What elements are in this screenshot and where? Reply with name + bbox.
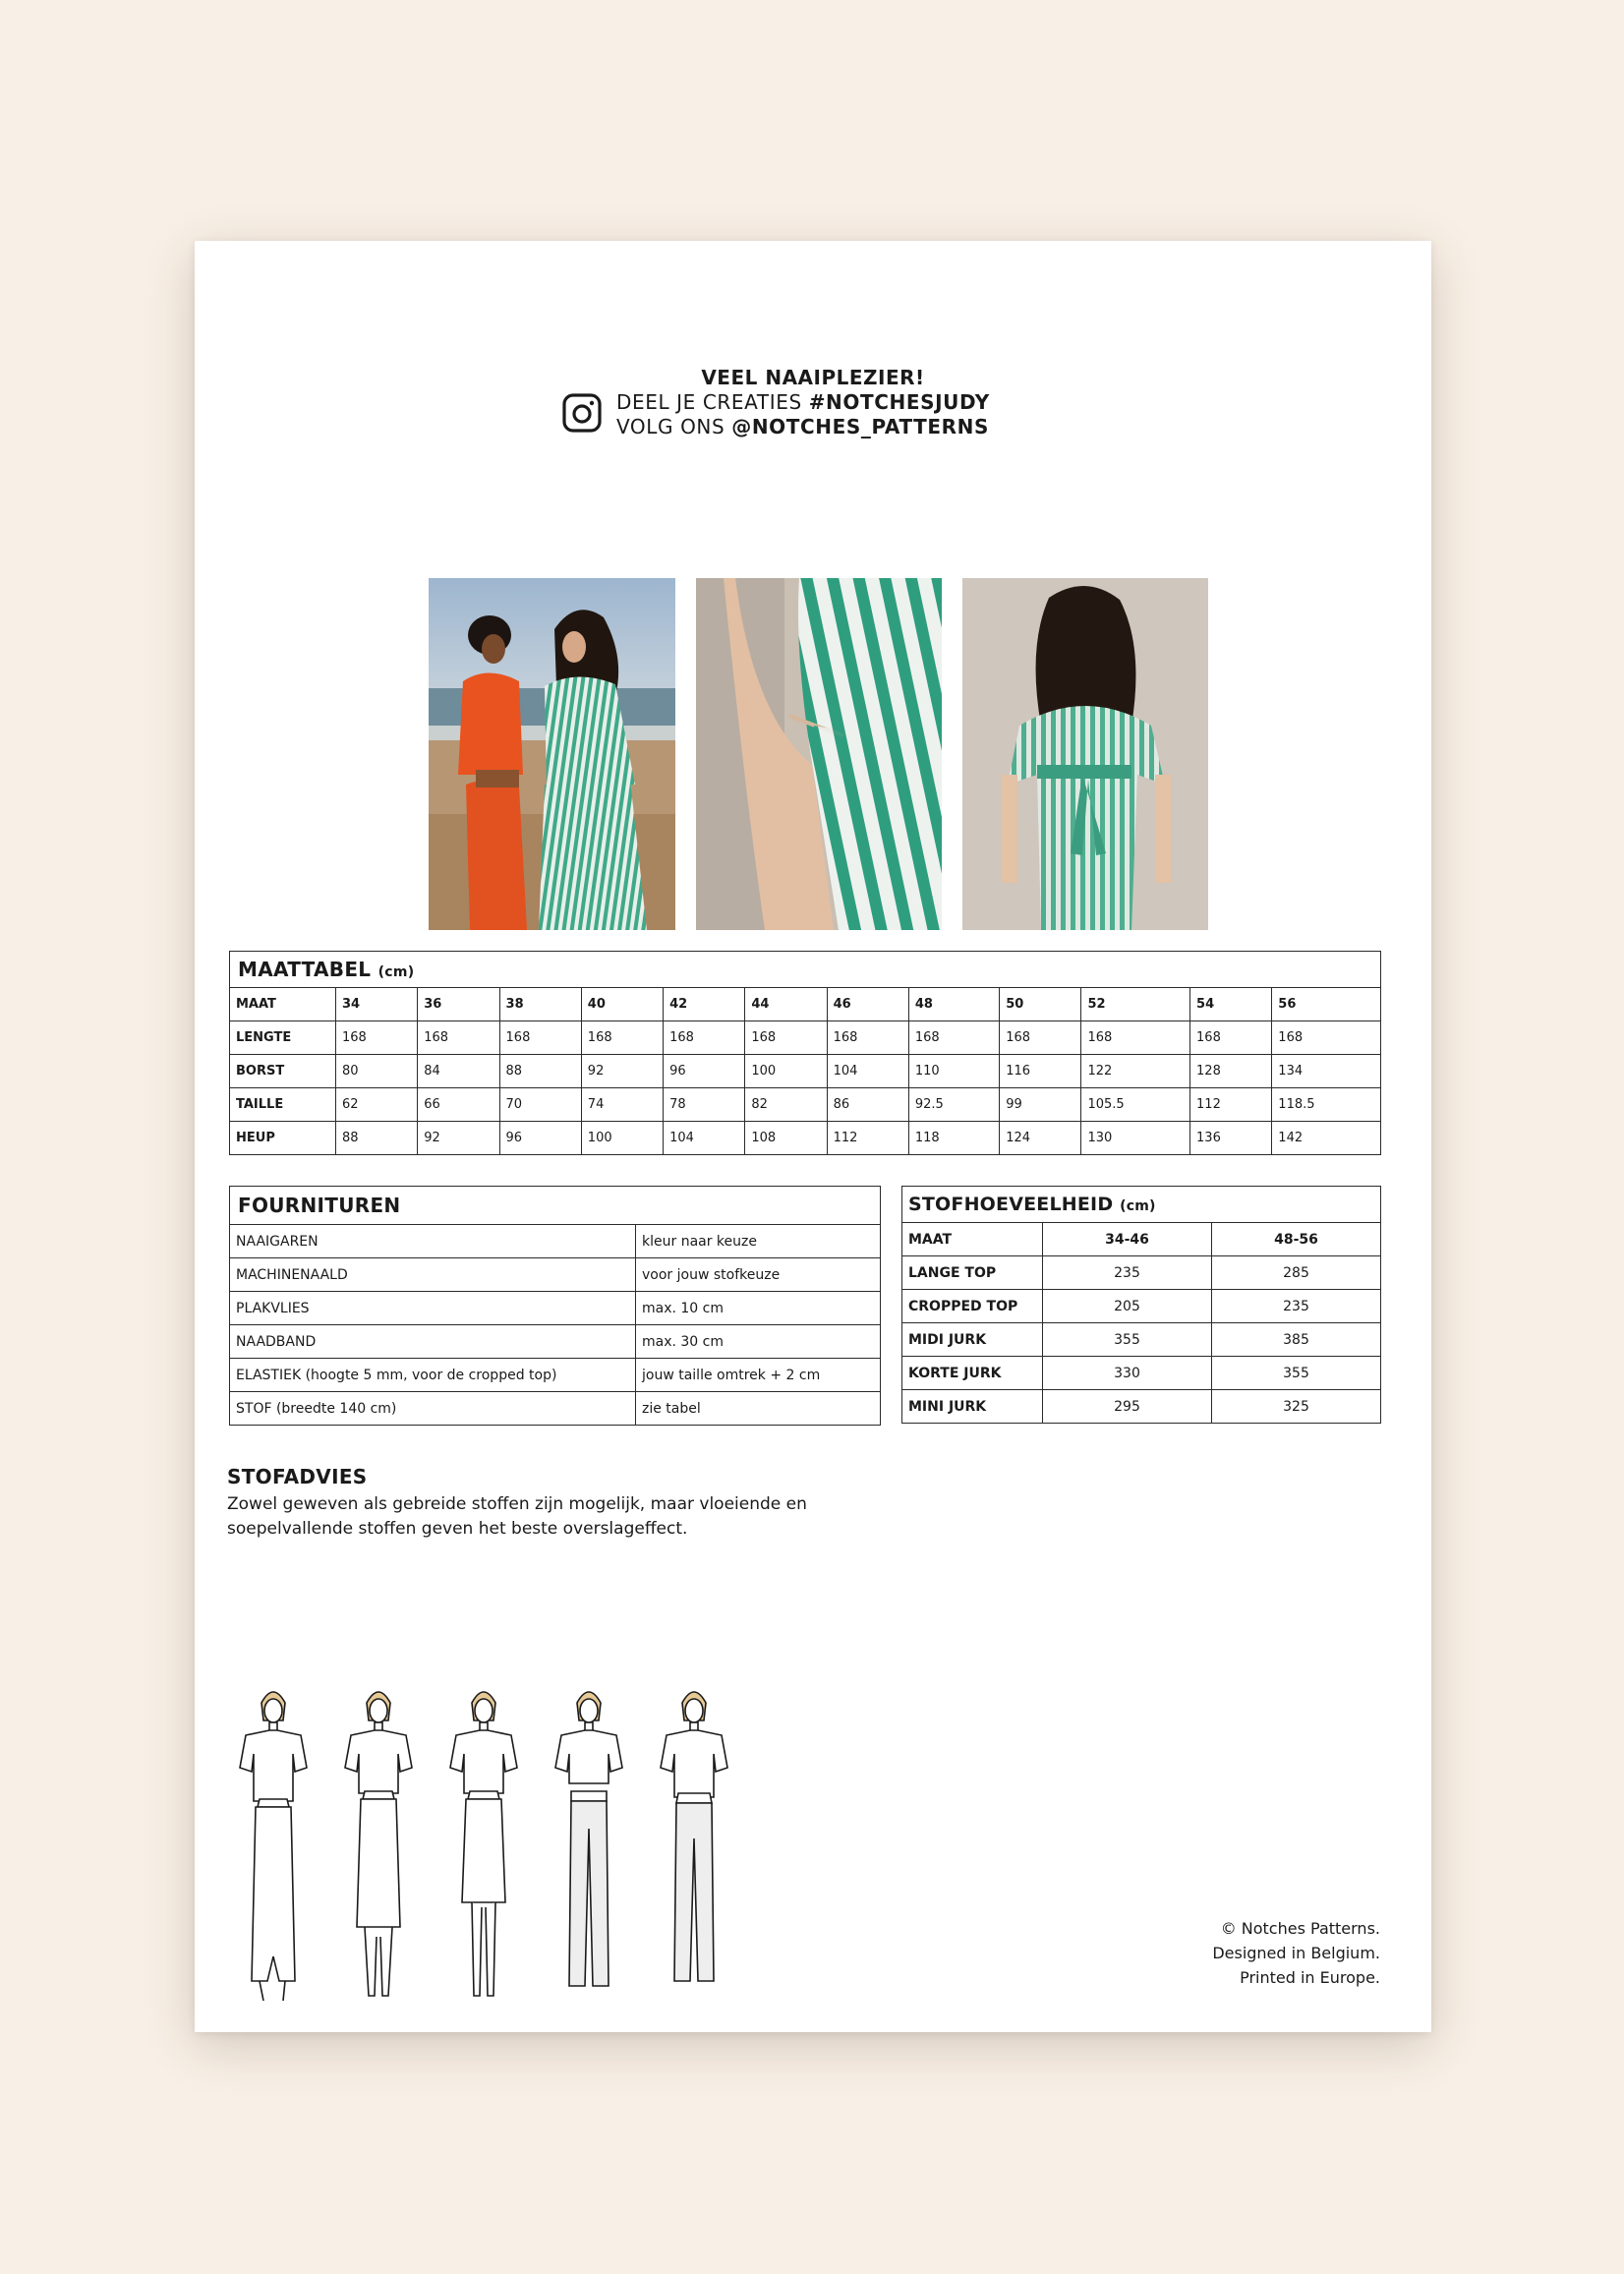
supply-value: zie tabel — [636, 1392, 881, 1426]
supply-item: NAADBAND — [230, 1325, 636, 1359]
share-prefix: DEEL JE CREATIES — [616, 390, 809, 414]
size-value-cell: 168 — [1081, 1021, 1190, 1055]
follow-prefix: VOLG ONS — [616, 415, 732, 438]
size-value-cell: 74 — [581, 1088, 663, 1122]
size-table-header-row — [230, 988, 1381, 1021]
size-table-caption — [230, 952, 1381, 988]
size-value-cell: 168 — [1000, 1021, 1081, 1055]
size-value-cell: 118 — [908, 1122, 999, 1155]
supply-value: max. 30 cm — [636, 1325, 881, 1359]
size-row-label: HEUP — [230, 1122, 336, 1155]
size-table-title: MAATTABEL — [238, 958, 372, 981]
fabric-amount-a: 330 — [1043, 1357, 1212, 1390]
size-table-row — [230, 1122, 1381, 1155]
fabric-row-label: LANGE TOP — [902, 1256, 1043, 1290]
size-value-cell: 130 — [1081, 1122, 1190, 1155]
size-value-cell: 100 — [745, 1055, 827, 1088]
size-value-cell: 99 — [1000, 1088, 1081, 1122]
size-value-cell: 116 — [1000, 1055, 1081, 1088]
fabric-amount-b: 355 — [1212, 1357, 1381, 1390]
fabric-header-range-a: 34-46 — [1043, 1223, 1212, 1256]
size-header-cell: 42 — [664, 988, 745, 1021]
size-value-cell: 108 — [745, 1122, 827, 1155]
supply-item: NAAIGAREN — [230, 1225, 636, 1258]
size-row-label: BORST — [230, 1055, 336, 1088]
size-value-cell: 86 — [827, 1088, 908, 1122]
size-value-cell: 92 — [581, 1055, 663, 1088]
size-value-cell: 62 — [336, 1088, 418, 1122]
size-header-cell: 44 — [745, 988, 827, 1021]
size-header-cell: 54 — [1190, 988, 1272, 1021]
size-value-cell: 88 — [336, 1122, 418, 1155]
fabric-row — [902, 1323, 1381, 1357]
pattern-back-sheet — [195, 241, 1431, 2032]
size-value-cell: 100 — [581, 1122, 663, 1155]
supplies-title: FOURNITUREN — [230, 1187, 881, 1225]
figure-long-top-trousers — [645, 1681, 743, 2006]
supplies-row — [230, 1325, 881, 1359]
fabric-advice-text — [227, 1492, 915, 1542]
fabric-row-label: CROPPED TOP — [902, 1290, 1043, 1323]
size-header-cell: 40 — [581, 988, 663, 1021]
supply-item: STOF (breedte 140 cm) — [230, 1392, 636, 1426]
fabric-advice-title: STOFADVIES — [227, 1465, 368, 1488]
size-value-cell: 136 — [1190, 1122, 1272, 1155]
size-value-cell: 168 — [908, 1021, 999, 1055]
size-value-cell: 168 — [827, 1021, 908, 1055]
size-value-cell: 92.5 — [908, 1088, 999, 1122]
size-value-cell: 118.5 — [1272, 1088, 1381, 1122]
size-value-cell: 168 — [745, 1021, 827, 1055]
fabric-row — [902, 1256, 1381, 1290]
size-value-cell: 142 — [1272, 1122, 1381, 1155]
size-table-row — [230, 1055, 1381, 1088]
fabric-amount-b: 285 — [1212, 1256, 1381, 1290]
size-value-cell: 124 — [1000, 1122, 1081, 1155]
fabric-row-label: MINI JURK — [902, 1390, 1043, 1424]
fabric-row — [902, 1290, 1381, 1323]
fabric-advice-line-1: Zowel geweven als gebreide stoffen zijn mogelijk, maar vloeiende en — [227, 1494, 807, 1514]
size-value-cell: 168 — [1190, 1021, 1272, 1055]
fabric-amount-a: 295 — [1043, 1390, 1212, 1424]
supplies-table — [229, 1186, 881, 1426]
fabric-amount-b: 325 — [1212, 1390, 1381, 1424]
photo-detail-pocket — [696, 578, 942, 930]
size-value-cell: 84 — [418, 1055, 499, 1088]
size-value-cell: 168 — [499, 1021, 581, 1055]
fabric-table-caption — [902, 1187, 1381, 1223]
follow-line — [616, 415, 989, 438]
size-table-unit: (cm) — [377, 964, 415, 980]
size-header-cell: 50 — [1000, 988, 1081, 1021]
size-header-cell: 46 — [827, 988, 908, 1021]
size-row-label: TAILLE — [230, 1088, 336, 1122]
size-value-cell: 104 — [827, 1055, 908, 1088]
size-value-cell: 168 — [418, 1021, 499, 1055]
size-value-cell: 82 — [745, 1088, 827, 1122]
size-value-cell: 70 — [499, 1088, 581, 1122]
supplies-row — [230, 1258, 881, 1292]
fabric-amount-a: 355 — [1043, 1323, 1212, 1357]
supply-value: kleur naar keuze — [636, 1225, 881, 1258]
size-value-cell: 105.5 — [1081, 1088, 1190, 1122]
size-header-cell: 48 — [908, 988, 999, 1021]
fabric-quantity-table — [901, 1186, 1381, 1424]
size-value-cell: 96 — [664, 1055, 745, 1088]
size-row-label: LENGTE — [230, 1021, 336, 1055]
supplies-row — [230, 1225, 881, 1258]
fabric-header-size: MAAT — [902, 1223, 1043, 1256]
supplies-row — [230, 1392, 881, 1426]
figure-long-top — [224, 1681, 322, 2006]
size-value-cell: 168 — [581, 1021, 663, 1055]
size-header-cell: 34 — [336, 988, 418, 1021]
fabric-table-unit: (cm) — [1120, 1198, 1156, 1214]
size-value-cell: 168 — [1272, 1021, 1381, 1055]
size-value-cell: 112 — [827, 1122, 908, 1155]
size-value-cell: 168 — [336, 1021, 418, 1055]
size-header-cell: 38 — [499, 988, 581, 1021]
supply-item: ELASTIEK (hoogte 5 mm, voor de cropped top) — [230, 1359, 636, 1392]
size-header-cell: 52 — [1081, 988, 1190, 1021]
footer-line-3: Printed in Europe. — [1240, 1968, 1380, 1987]
follow-handle: @NOTCHES_PATTERNS — [731, 415, 989, 438]
size-header-label: MAAT — [230, 988, 336, 1021]
size-header-cell: 56 — [1272, 988, 1381, 1021]
instagram-icon — [561, 392, 603, 434]
fabric-table-title: STOFHOEVEELHEID — [908, 1194, 1114, 1215]
footer-line-1: © Notches Patterns. — [1220, 1919, 1380, 1938]
size-value-cell: 88 — [499, 1055, 581, 1088]
technical-drawings — [224, 1681, 775, 2011]
fabric-amount-b: 385 — [1212, 1323, 1381, 1357]
size-table-row — [230, 1088, 1381, 1122]
fabric-amount-b: 235 — [1212, 1290, 1381, 1323]
supply-item: MACHINENAALD — [230, 1258, 636, 1292]
supplies-row — [230, 1359, 881, 1392]
figure-cropped-top — [329, 1681, 428, 2006]
fabric-row-label: MIDI JURK — [902, 1323, 1043, 1357]
supply-value: max. 10 cm — [636, 1292, 881, 1325]
size-value-cell: 168 — [664, 1021, 745, 1055]
fabric-header-range-b: 48-56 — [1212, 1223, 1381, 1256]
fabric-amount-a: 205 — [1043, 1290, 1212, 1323]
fabric-row — [902, 1357, 1381, 1390]
size-value-cell: 134 — [1272, 1055, 1381, 1088]
size-value-cell: 96 — [499, 1122, 581, 1155]
size-value-cell: 112 — [1190, 1088, 1272, 1122]
footer-line-2: Designed in Belgium. — [1212, 1944, 1380, 1962]
size-value-cell: 92 — [418, 1122, 499, 1155]
header-title: VEEL NAAIPLEZIER! — [701, 366, 925, 389]
size-table-row — [230, 1021, 1381, 1055]
fabric-row-label: KORTE JURK — [902, 1357, 1043, 1390]
figure-cropped-top-trousers — [540, 1681, 638, 2006]
share-hashtag: #NOTCHESJUDY — [808, 390, 990, 414]
supply-value: voor jouw stofkeuze — [636, 1258, 881, 1292]
size-value-cell: 110 — [908, 1055, 999, 1088]
fabric-row — [902, 1390, 1381, 1424]
footer-copyright — [1212, 1916, 1380, 1990]
size-value-cell: 80 — [336, 1055, 418, 1088]
figure-midi-dress — [435, 1681, 533, 2006]
size-value-cell: 104 — [664, 1122, 745, 1155]
size-value-cell: 66 — [418, 1088, 499, 1122]
fabric-advice — [227, 1465, 915, 1542]
share-line — [616, 390, 990, 414]
supplies-row — [230, 1292, 881, 1325]
size-value-cell: 78 — [664, 1088, 745, 1122]
supply-value: jouw taille omtrek + 2 cm — [636, 1359, 881, 1392]
photo-beach — [429, 578, 675, 930]
size-header-cell: 36 — [418, 988, 499, 1021]
size-value-cell: 128 — [1190, 1055, 1272, 1088]
fabric-amount-a: 235 — [1043, 1256, 1212, 1290]
size-value-cell: 122 — [1081, 1055, 1190, 1088]
photo-back-view — [962, 578, 1208, 930]
supply-item: PLAKVLIES — [230, 1292, 636, 1325]
fabric-advice-line-2: soepelvallende stoffen geven het beste overslageffect. — [227, 1519, 688, 1539]
size-table — [229, 951, 1381, 1155]
